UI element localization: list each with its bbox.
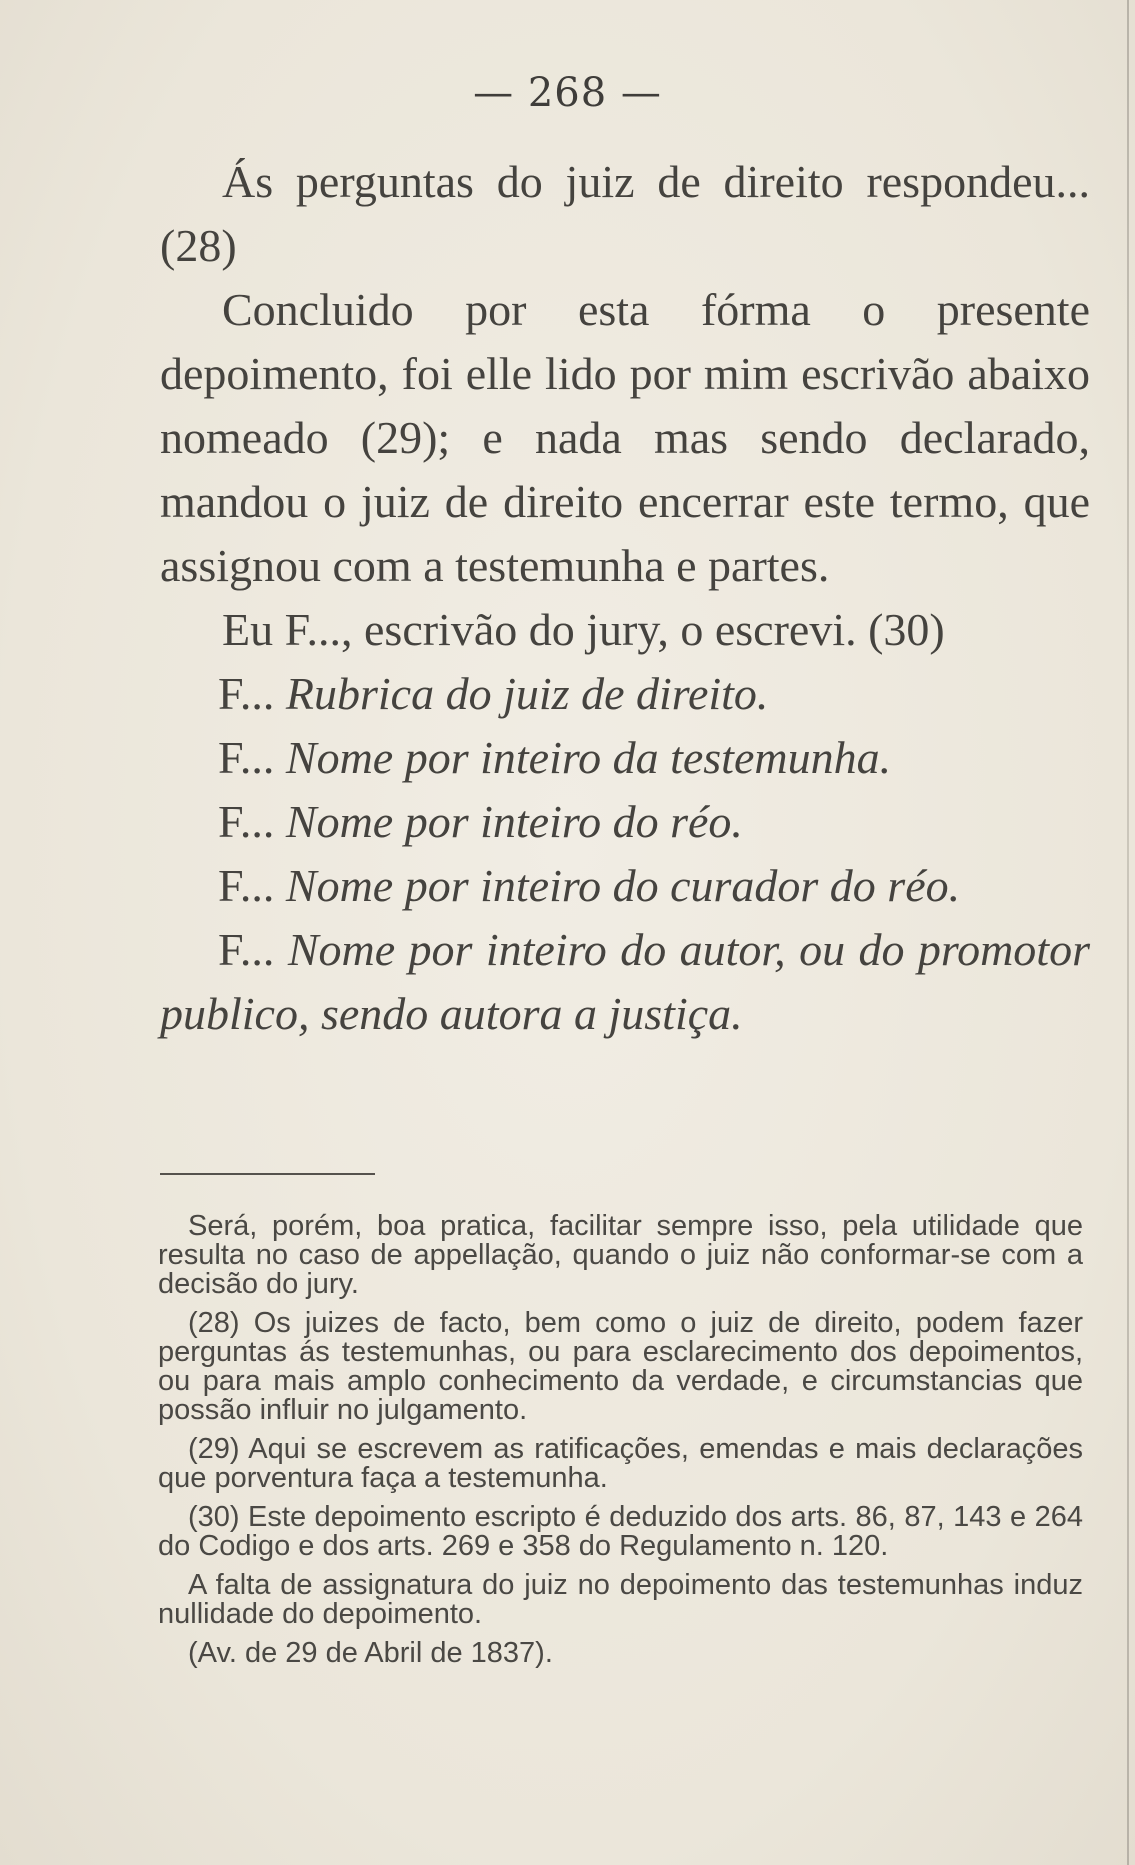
signature-line: [160, 726, 1090, 790]
main-text: [160, 150, 1090, 1046]
signature-text: Rubrica do juiz de direito.: [285, 668, 769, 719]
paragraph: Ás perguntas do juiz de direito respondeu... (28): [160, 156, 1090, 271]
signature-prefix: F...: [218, 796, 286, 847]
signature-line: [160, 790, 1090, 854]
signature-text: Nome por inteiro da testemunha.: [285, 732, 892, 783]
footnote-divider: [160, 1173, 375, 1175]
footnotes: [158, 1212, 1083, 1678]
signature-prefix: F...: [218, 860, 286, 911]
footnote: A falta de assignatura do juiz no depoimento das testemunhas induz nullidade do depoimento.: [158, 1569, 1083, 1630]
signature-line: [160, 918, 1090, 1046]
footnote: (30) Este depoimento escripto é deduzido dos arts. 86, 87, 143 e 264 do Codigo e dos arts. 269 e 358 do Regulamento n. 120.: [158, 1501, 1083, 1562]
page-number: — 268 —: [473, 70, 662, 116]
footnote: Será, porém, boa pratica, facilitar sempre isso, pela utilidade que resulta no caso de appellação, quando o juiz não conformar-se com a decisão do jury.: [158, 1210, 1083, 1300]
signature-text: Nome por inteiro do réo.: [285, 796, 743, 847]
signature-text: Nome por inteiro do curador do réo.: [285, 860, 961, 911]
paragraph: Concluido por esta fórma o presente depoimento, foi elle lido por mim escrivão abaixo nomeado (29); e nada mas sendo declarado, mandou o juiz de direito encerrar este termo, que assignou com a testemunha e partes.: [160, 284, 1090, 591]
clerk-line: Eu F..., escrivão do jury, o escrevi. (30): [222, 604, 945, 655]
signature-prefix: F...: [218, 732, 286, 783]
signature-line: [160, 854, 1090, 918]
signature-line: [160, 662, 1090, 726]
page-edge: [1127, 0, 1129, 1865]
signature-prefix: F...: [218, 668, 286, 719]
signature-text: Nome por inteiro do autor, ou do promotor publico, sendo autora a justiça.: [160, 924, 1090, 1039]
signature-prefix: F...: [218, 924, 288, 975]
signature-block: [160, 662, 1090, 1046]
footnote: (28) Os juizes de facto, bem como o juiz de direito, podem fazer perguntas ás testemunhas, ou para esclarecimento dos depoimentos, ou para mais amplo conhecimento da verdade, e circumstancias que possão influir no julgamento.: [158, 1307, 1083, 1426]
footnote: (Av. de 29 de Abril de 1837).: [188, 1637, 553, 1669]
footnote: (29) Aqui se escrevem as ratificações, emendas e mais declarações que porventura faça a testemunha.: [158, 1433, 1083, 1494]
